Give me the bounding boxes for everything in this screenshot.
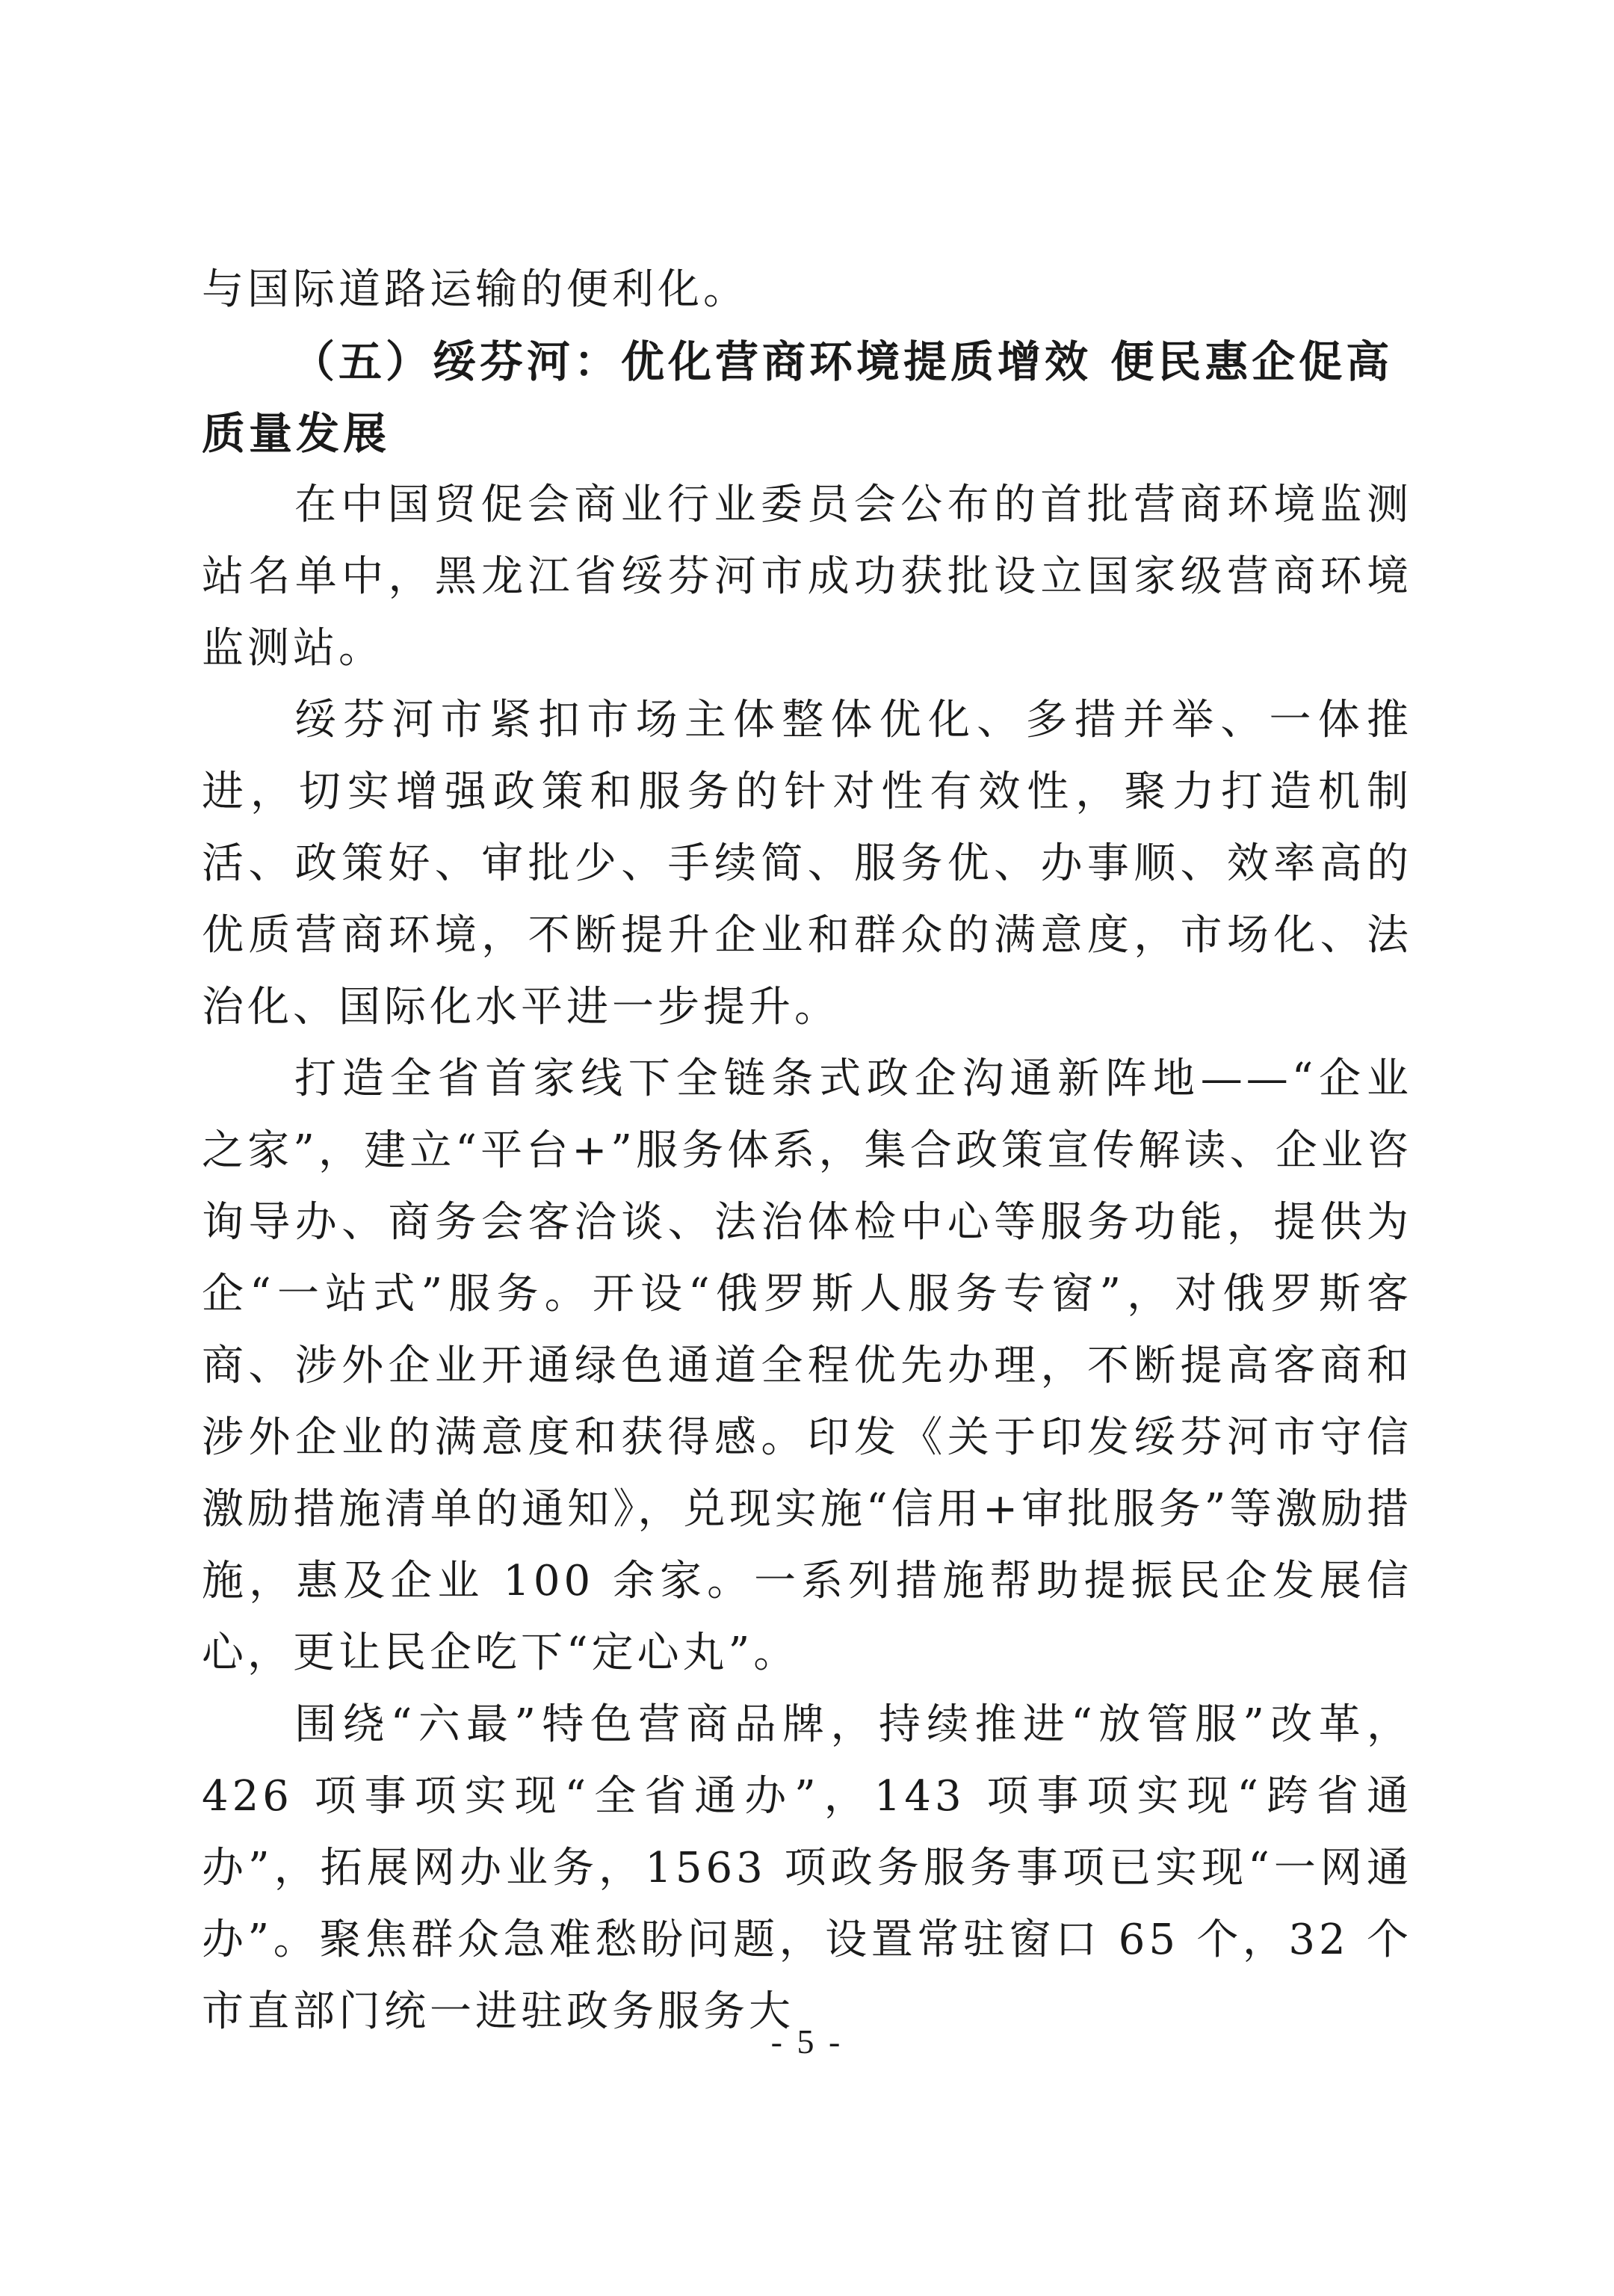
paragraph-monitoring-station: 在中国贸促会商业行业委员会公布的首批营商环境监测站名单中，黑龙江省绥芬河市成功获批设立国家级营商环境监测站。 [202,481,1412,673]
section-heading: （五）绥芬河：优化营商环境提质增效 便民惠企促高质量发展 [202,336,1394,459]
paragraph-continuation: 与国际道路运输的便利化。 [202,265,749,314]
paragraph-enterprise-home: 打造全省首家线下全链条式政企沟通新阵地——“企业之家”，建立“平台+”服务体系，集合政策宣传解读、企业咨询导办、商务会客洽谈、法治体检中心等服务功能，提供为企“一站式”服务。开设“俄罗斯人服务专窗”，对俄罗斯客商、涉外企业开通绿色通道全程优先办理，不断提高客商和涉外企业的满意度和获得感。印发《关于印发绥芬河市守信激励措施清单的通知》，兑现实施“信用+审批服务”等激励措施，惠及企业 100 余家。一系列措施帮助提振民企发展信心，更让民企吃下“定心丸”。 [202,1055,1412,1677]
paragraph-reform-services: 围绕“六最”特色营商品牌，持续推进“放管服”改革，426 项事项实现“全省通办”，143 项事项实现“跨省通办”，拓展网办业务，1563 项政务服务事项已实现“一网通办”。聚焦群众急难愁盼问题，设置常驻窗口 65 个，32 个市直部门统一进驻政务服务大 [202,1700,1412,2036]
paragraph-business-environment: 绥芬河市紧扣市场主体整体优化、多措并举、一体推进，切实增强政策和服务的针对性有效性，聚力打造机制活、政策好、审批少、手续简、服务优、办事顺、效率高的优质营商环境，不断提升企业和群众的满意度，市场化、法治化、国际化水平进一步提升。 [202,696,1412,1031]
page-number: - 5 - [770,2022,844,2061]
page-body [202,254,1412,2048]
